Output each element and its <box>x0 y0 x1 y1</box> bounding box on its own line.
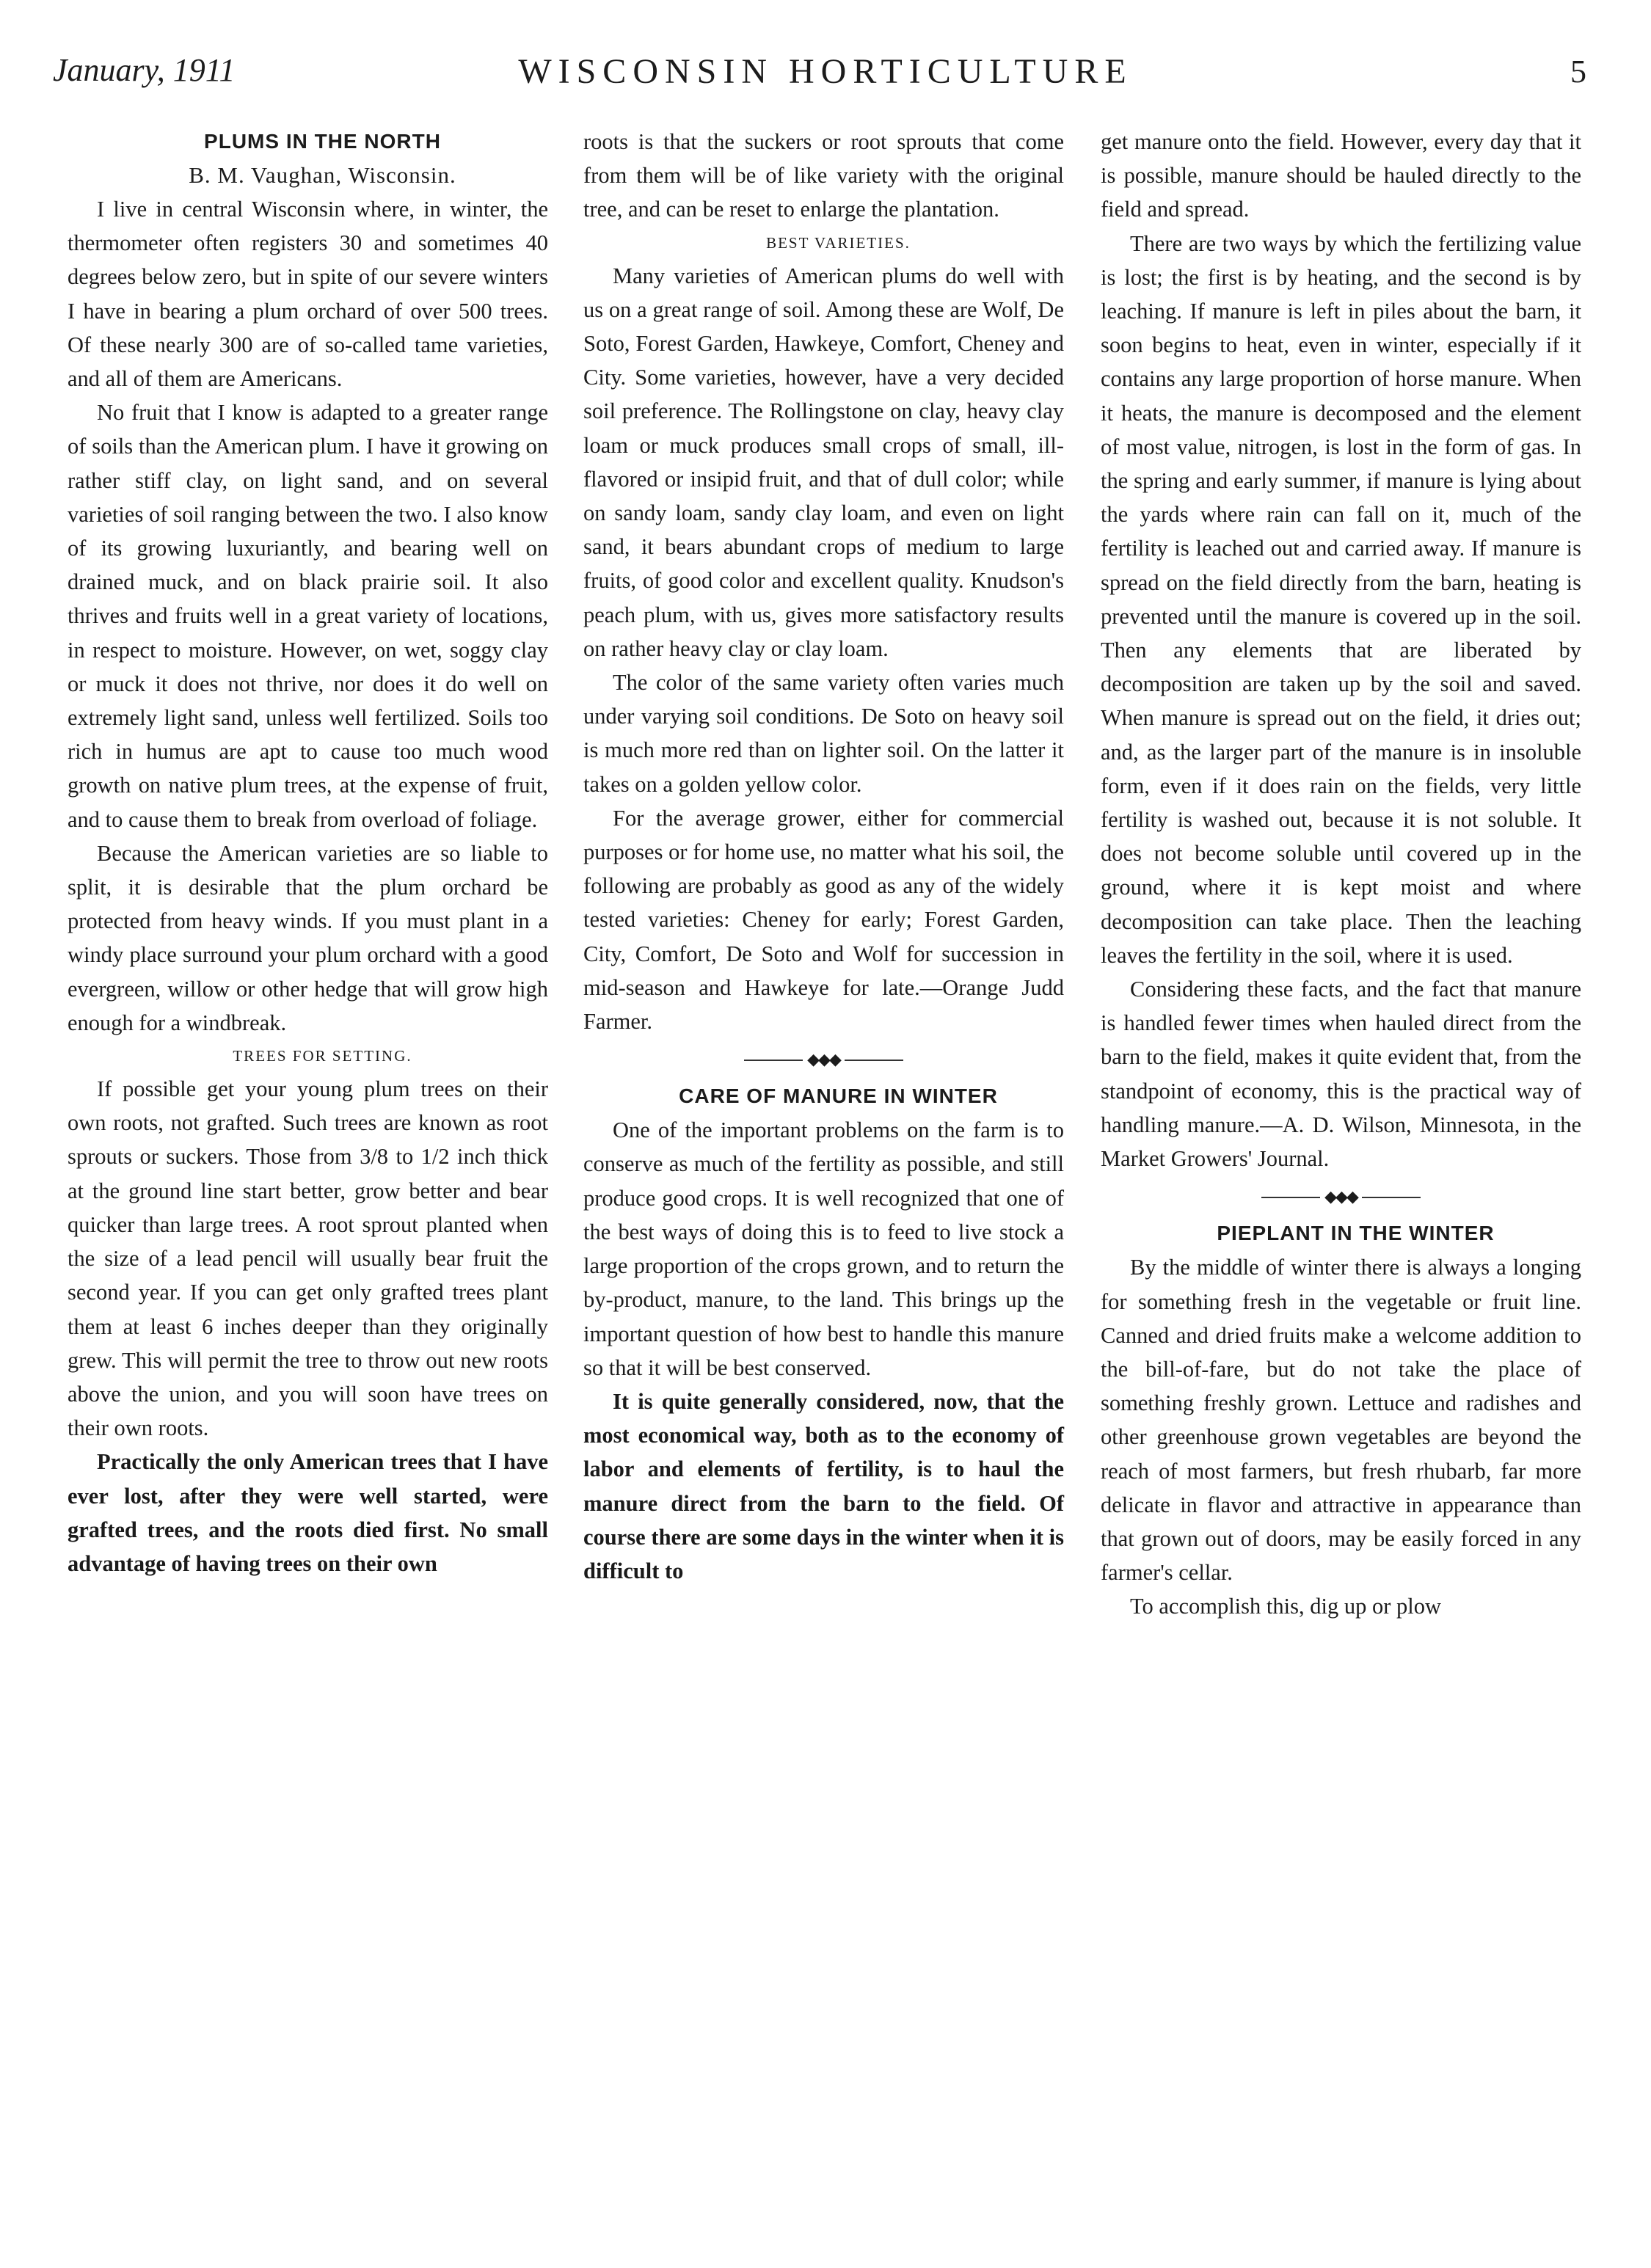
running-head <box>0 51 1651 103</box>
byline-plums: B. M. Vaughan, Wisconsin. <box>189 162 456 188</box>
article-title-manure: CARE OF MANURE IN WINTER <box>679 1084 998 1108</box>
paragraph: Practically the only American trees that I have ever lost, after they were well started, were grafted trees, and the roots died first. No small advantage of having trees on their own <box>68 1449 548 1576</box>
page-number: 5 <box>1570 54 1586 90</box>
section-divider-ornament: ◆◆◆ <box>583 1046 1064 1075</box>
paragraph: I live in central Wisconsin where, in winter, the thermometer often registers 30 and sometimes 40 degrees below zero, but in spite of our severe winters I have in bearing a plum orchard of over 500 trees. Of these nearly 300 are of so-called tame varieties, and all of them are Americans. <box>68 197 548 392</box>
column-right <box>1101 125 1581 1624</box>
section-divider-ornament: ◆◆◆ <box>1101 1183 1581 1212</box>
paragraph: There are two ways by which the fertilizing value is lost; the first is by heating, and the second is by leaching. If manure is left in piles about the barn, it soon begins to heat, even in winter, especially if it contains any large proportion of horse manure. When it heats, the manure is decomposed and the element of most value, nitrogen, is lost in the form of gas. In the spring and early summer, if manure is lying about the yards where rain can fall on it, much of the fertility is leached out and carried away. If manure is spread on the field directly from the barn, heating is prevented until the manure is covered up in the soil. Then any elements that are liberated by decomposition are taken up by the soil and saved. When manure is spread out on the field, it dries out; and, as the larger part of the manure is in insoluble form, even if it does rain on the fields, very little fertility is washed out, because it is not soluble. It does not become soluble until covered up in the ground, where it is kept moist and where decomposition can take place. Then the leaching leaves the fertility in the soil, where it is used. <box>1101 230 1581 968</box>
paragraph: Considering these facts, and the fact that manure is handled fewer times when hauled direct from the barn to the field, makes it quite evident that, from the standpoint of economy, this is the practical way of handling manure.—A. D. Wilson, Minnesota, in the Market Growers' Journal. <box>1101 977 1581 1172</box>
subheading-trees-for-setting: TREES FOR SETTING. <box>233 1047 412 1065</box>
paragraph: To accomplish this, dig up or plow <box>1130 1594 1441 1619</box>
paragraph: By the middle of winter there is always a longing for something fresh in the vegetable or fruit line. Canned and dried fruits make a welcome addition to the bill-of-fare, but do not take the place of something freshly grown. Lettuce and radishes and other greenhouse grown vegetables are beyond the reach of most farmers, but fresh rhubarb, far more delicate in flavor and attractive in appearance than that grown out of doors, may be easily forced in any farmer's cellar. <box>1101 1255 1581 1586</box>
paragraph: For the average grower, either for commercial purposes or for home use, no matter what his soil, the following are probably as good as any of the widely tested varieties: Cheney for early; Forest Garden, City, Comfort, De Soto and Wolf for succession in mid-season and Hawkeye for late.—Orange Judd Farmer. <box>583 805 1064 1035</box>
paragraph-continued: get manure onto the field. However, every day that it is possible, manure should be hauled directly to the field and spread. <box>1101 129 1581 222</box>
publication-title: WISCONSIN HORTICULTURE <box>518 52 1133 91</box>
article-title-pieplant: PIEPLANT IN THE WINTER <box>1217 1222 1495 1245</box>
subheading-best-varieties: BEST VARIETIES. <box>766 233 911 252</box>
paragraph: Many varieties of American plums do well with us on a great range of soil. Among these are Wolf, De Soto, Forest Garden, Hawkeye, Comfort, Cheney and City. Some varieties, however, have a very decided soil preference. The Rollingstone on clay, heavy clay loam or muck produces small crops of small, ill-flavored or insipid fruit, and that of dull color; while on sandy loam, sandy clay loam, and even on light sand, it bears abundant crops of medium to large fruits, of good color and excellent quality. Knudson's peach plum, with us, gives more satisfactory results on rather heavy clay or clay loam. <box>583 263 1064 661</box>
paragraph-continued: roots is that the suckers or root sprouts that come from them will be of like variety with the original tree, and can be reset to enlarge the plantation. <box>583 129 1064 222</box>
column-left <box>68 125 548 1580</box>
paragraph: If possible get your young plum trees on their own roots, not grafted. Such trees are known as root sprouts or suckers. Those from 3/8 to 1/2 inch thick at the ground line start better, grow better and bear quicker than large trees. A root sprout planted when the size of a lead pencil will usually bear fruit the second year. If you can get only grafted trees plant them at least 6 inches deeper than they originally grew. This will permit the tree to throw out new roots above the union, and you will soon have trees on their own roots. <box>68 1076 548 1441</box>
paragraph: One of the important problems on the farm is to conserve as much of the fertility as possible, and still produce good crops. It is well recognized that one of the best ways of doing this is to feed to live stock a large proportion of the crops grown, and to return the by-product, manure, to the land. This brings up the important question of how best to handle this manure so that it will be best conserved. <box>583 1117 1064 1380</box>
paragraph: No fruit that I know is adapted to a greater range of soils than the American plum. I have it growing on rather stiff clay, on light sand, and on several varieties of soil ranging between the two. I also know of its growing luxuriantly, and bearing well on drained muck, and on black prairie soil. It also thrives and fruits well in a great variety of locations, in respect to moisture. However, on wet, soggy clay or muck it does not thrive, nor does it do well on extremely light sand, unless well fertilized. Soils too rich in humus are apt to cause too much wood growth on native plum trees, at the expense of fruit, and to cause them to break from overload of foliage. <box>68 400 548 832</box>
paragraph: Because the American varieties are so liable to split, it is desirable that the plum orchard be protected from heavy winds. If you must plant in a windy place surround your plum orchard with a good evergreen, willow or other hedge that will grow high enough for a windbreak. <box>68 840 548 1035</box>
issue-date: January, 1911 <box>53 52 236 88</box>
column-middle <box>583 125 1064 1588</box>
paragraph: The color of the same variety often varies much under varying soil conditions. De Soto on heavy soil is much more red than on lighter soil. On the latter it takes on a golden yellow color. <box>583 670 1064 797</box>
article-title-plums: PLUMS IN THE NORTH <box>204 130 441 153</box>
paragraph: It is quite generally considered, now, that the most economical way, both as to the economy of labor and elements of fertility, is to haul the manure direct from the barn to the field. Of course there are some days in the winter when it is difficult to <box>583 1388 1064 1583</box>
